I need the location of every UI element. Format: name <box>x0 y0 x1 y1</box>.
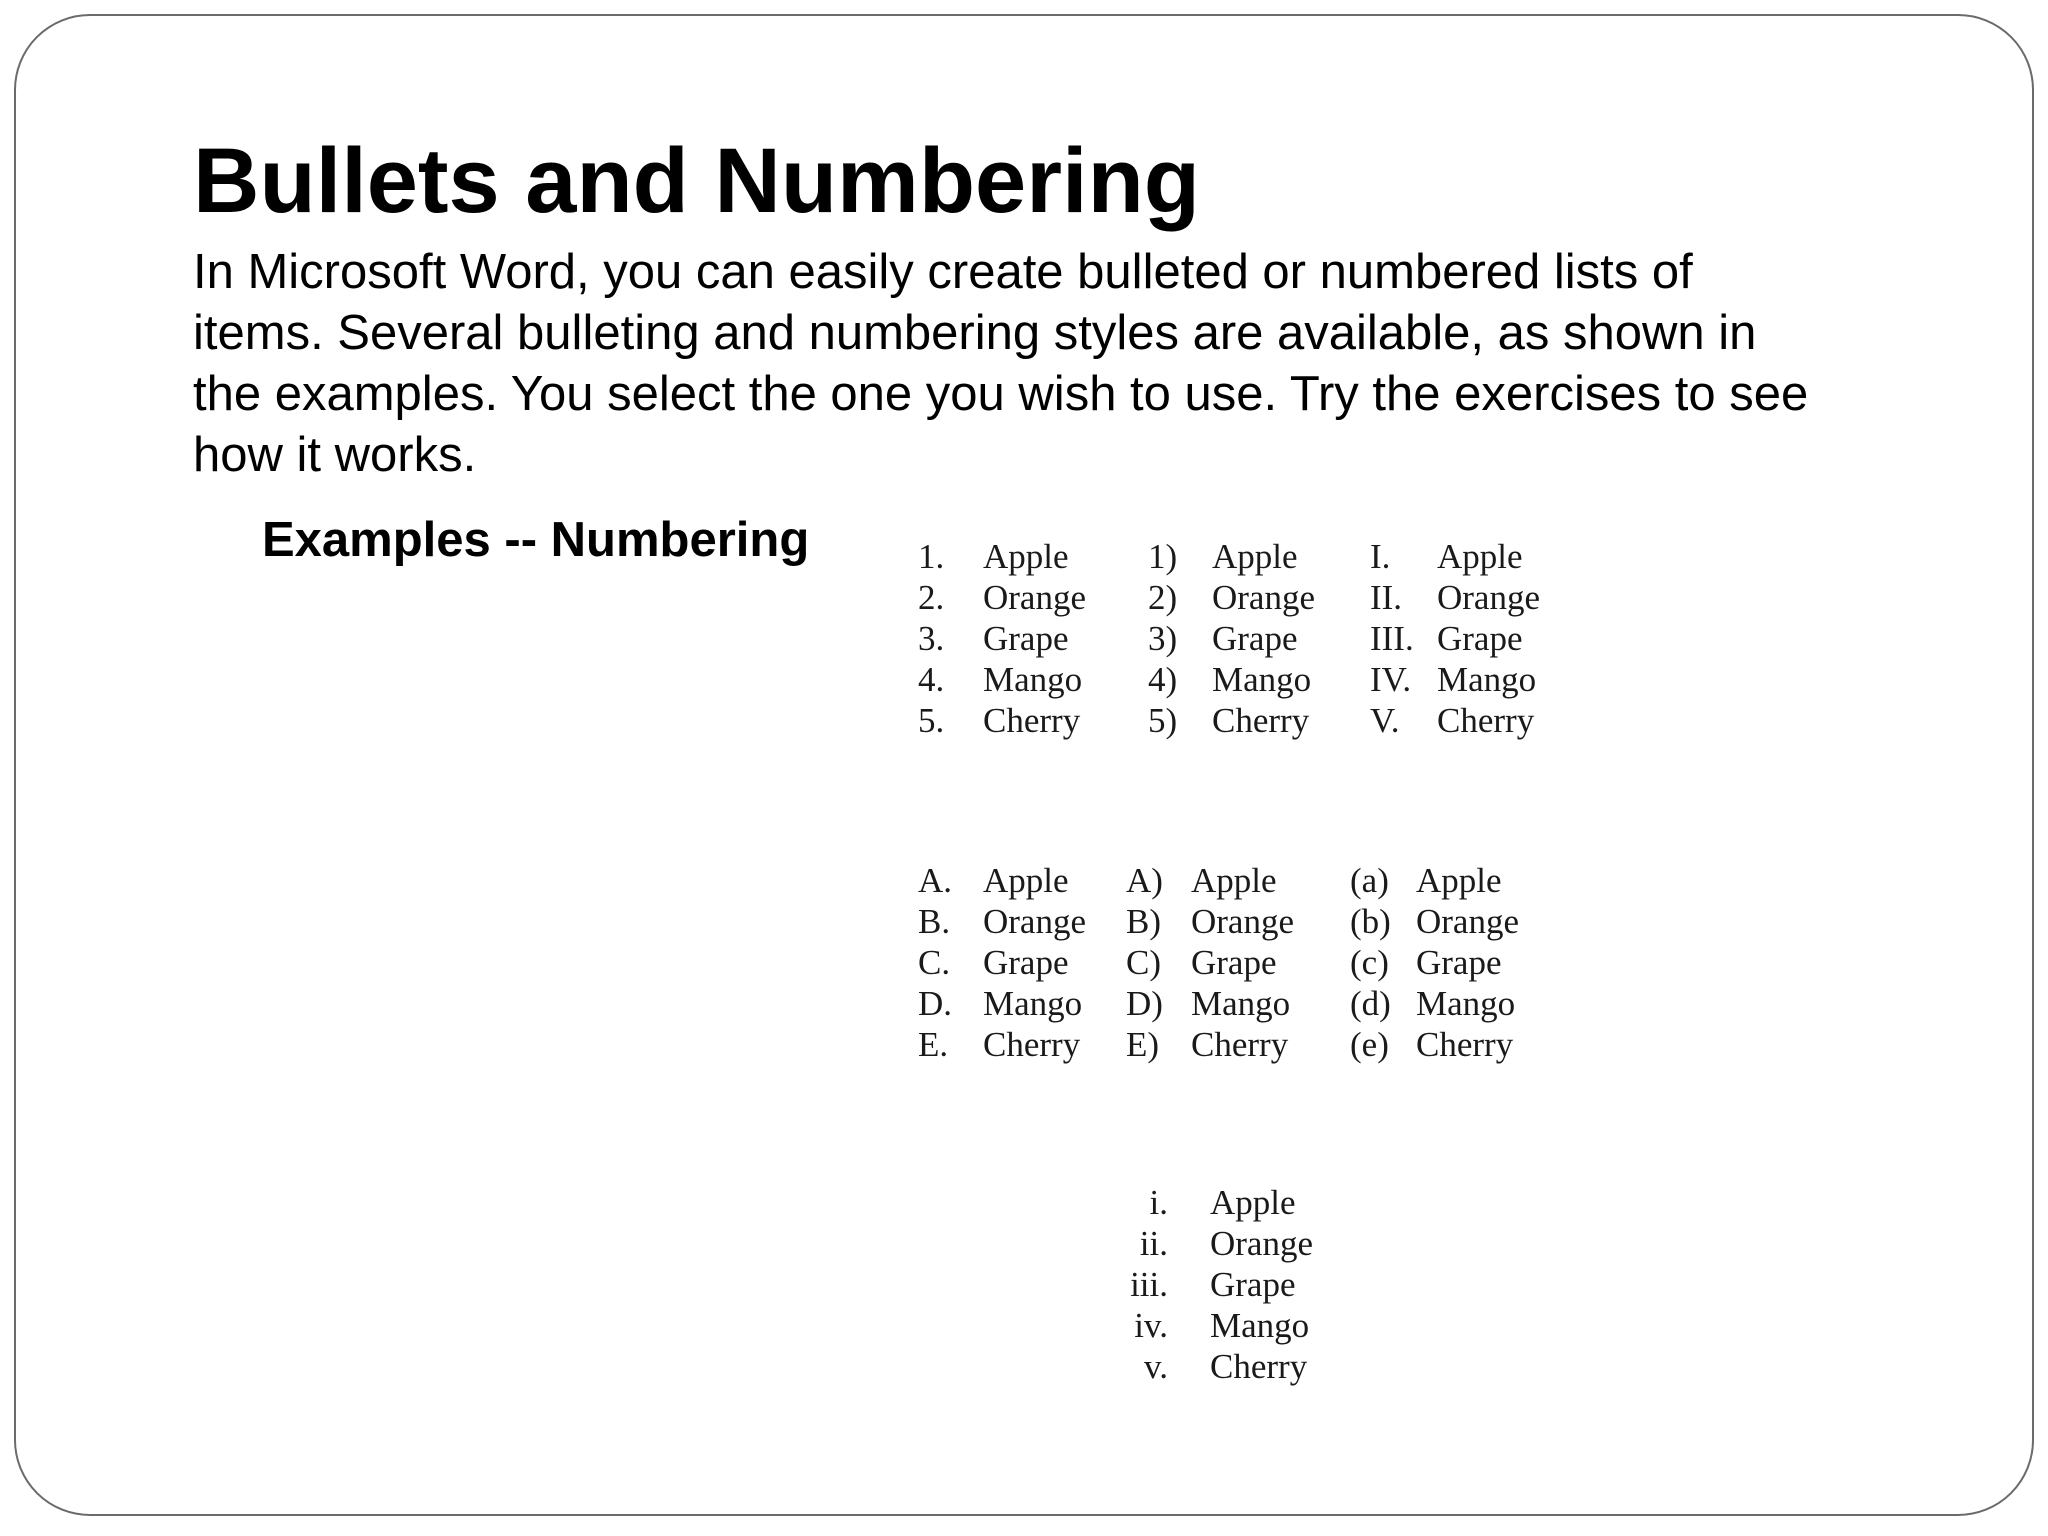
list-item <box>1112 1223 1313 1264</box>
list-item-text: Cherry <box>1212 701 1310 740</box>
list-item <box>1148 659 1315 700</box>
list-marker: (a) <box>1350 861 1389 900</box>
list-item-text: Apple <box>1191 861 1277 900</box>
list-item-text: Grape <box>1191 943 1277 982</box>
list-marker: (c) <box>1350 943 1389 982</box>
list-item <box>1148 700 1315 741</box>
list-item-text: Mango <box>983 660 1083 699</box>
list-item-text: Orange <box>1416 902 1520 941</box>
list-marker: III. <box>1370 619 1414 658</box>
list-item <box>1370 618 1540 659</box>
list-item-text: Apple <box>1437 537 1523 576</box>
numbered-list-alpha-upper-period <box>918 860 1086 1065</box>
list-item <box>918 1024 1086 1065</box>
list-item <box>1350 860 1519 901</box>
list-item <box>1350 901 1519 942</box>
list-item <box>1126 942 1294 983</box>
list-item-text: Cherry <box>1191 1025 1289 1064</box>
list-item-text: Mango <box>1210 1306 1310 1345</box>
list-item-text: Grape <box>1210 1265 1296 1304</box>
slide-title: Bullets and Numbering <box>193 130 1200 232</box>
list-item-text: Grape <box>1437 619 1523 658</box>
list-marker: A. <box>918 861 953 900</box>
list-item-text: Grape <box>983 619 1069 658</box>
list-item <box>1126 901 1294 942</box>
list-item-text: Mango <box>1437 660 1537 699</box>
list-item-text: Orange <box>1191 902 1295 941</box>
list-item-text: Apple <box>983 537 1069 576</box>
list-item-text: Cherry <box>1210 1347 1308 1386</box>
examples-label: Examples -- Numbering <box>262 513 810 567</box>
list-marker: V. <box>1370 701 1400 740</box>
list-marker: v. <box>1144 1347 1168 1386</box>
list-item <box>918 942 1086 983</box>
list-item <box>1112 1264 1313 1305</box>
list-marker: II. <box>1370 578 1403 617</box>
list-item-text: Orange <box>1437 578 1541 617</box>
list-marker: E) <box>1126 1025 1160 1064</box>
list-item-text: Mango <box>1191 984 1291 1023</box>
list-item <box>918 577 1086 618</box>
list-item <box>1370 700 1540 741</box>
numbered-list-arabic-paren <box>1148 536 1315 741</box>
list-item-text: Cherry <box>983 701 1081 740</box>
list-item <box>1370 536 1540 577</box>
list-marker: 4. <box>918 660 945 699</box>
list-marker: D) <box>1126 984 1163 1023</box>
list-item <box>918 618 1086 659</box>
list-item <box>918 536 1086 577</box>
numbered-list-arabic-period <box>918 536 1086 741</box>
list-marker: I. <box>1370 537 1391 576</box>
list-item <box>1350 983 1519 1024</box>
list-item <box>918 700 1086 741</box>
numbered-list-alpha-lower-parens <box>1350 860 1519 1065</box>
list-item <box>918 659 1086 700</box>
list-item <box>1126 1024 1294 1065</box>
list-marker: 3. <box>918 619 945 658</box>
list-marker: 5) <box>1148 701 1178 740</box>
list-item-text: Mango <box>1212 660 1312 699</box>
list-item <box>1148 618 1315 659</box>
list-marker: 2. <box>918 578 945 617</box>
list-item <box>1112 1182 1313 1223</box>
numbered-list-alpha-upper-paren <box>1126 860 1294 1065</box>
list-item-text: Apple <box>983 861 1069 900</box>
list-marker: 4) <box>1148 660 1178 699</box>
list-marker: B) <box>1126 902 1161 941</box>
list-item-text: Mango <box>983 984 1083 1023</box>
numbered-list-roman-lower <box>1112 1182 1313 1387</box>
list-item-text: Cherry <box>1437 701 1535 740</box>
list-marker: 3) <box>1148 619 1178 658</box>
list-item-text: Mango <box>1416 984 1516 1023</box>
list-marker: (e) <box>1350 1025 1389 1064</box>
list-item-text: Cherry <box>1416 1025 1514 1064</box>
list-marker: 1) <box>1148 537 1178 576</box>
list-item-text: Orange <box>1212 578 1316 617</box>
list-marker: ii. <box>1139 1224 1168 1263</box>
list-item-text: Grape <box>1416 943 1502 982</box>
list-item-text: Cherry <box>983 1025 1081 1064</box>
list-item <box>918 901 1086 942</box>
list-item <box>1148 577 1315 618</box>
list-marker: 5. <box>918 701 945 740</box>
list-marker: iii. <box>1130 1265 1168 1304</box>
list-item-text: Grape <box>1212 619 1298 658</box>
intro-paragraph: In Microsoft Word, you can easily create bulleted or numbered lists of items. Several bulleting and numbering styles are available, as shown in the examples. You select the one you wish to use. Try the exercises to see how it works. <box>193 245 1809 482</box>
list-marker: B. <box>918 902 951 941</box>
list-item <box>918 860 1086 901</box>
list-item-text: Apple <box>1212 537 1298 576</box>
list-marker: C) <box>1126 943 1161 982</box>
list-item <box>1370 577 1540 618</box>
numbered-list-roman-upper <box>1370 536 1540 741</box>
list-marker: E. <box>918 1025 949 1064</box>
list-marker: D. <box>918 984 953 1023</box>
list-marker: (d) <box>1350 984 1391 1023</box>
list-item <box>1350 942 1519 983</box>
list-marker: 2) <box>1148 578 1178 617</box>
list-item <box>918 983 1086 1024</box>
list-item <box>1370 659 1540 700</box>
list-marker: 1. <box>918 537 945 576</box>
slide-frame <box>14 14 2034 1516</box>
list-item <box>1112 1305 1313 1346</box>
list-item <box>1126 860 1294 901</box>
list-marker: i. <box>1149 1183 1168 1222</box>
list-item-text: Apple <box>1210 1183 1296 1222</box>
list-item-text: Orange <box>1210 1224 1314 1263</box>
list-item-text: Grape <box>983 943 1069 982</box>
list-item <box>1112 1346 1313 1387</box>
list-marker: A) <box>1126 861 1163 900</box>
list-item-text: Apple <box>1416 861 1502 900</box>
list-marker: (b) <box>1350 902 1391 941</box>
list-item <box>1126 983 1294 1024</box>
list-item-text: Orange <box>983 578 1087 617</box>
list-item-text: Orange <box>983 902 1087 941</box>
list-marker: C. <box>918 943 951 982</box>
list-marker: iv. <box>1134 1306 1168 1345</box>
list-item <box>1148 536 1315 577</box>
list-marker: IV. <box>1370 660 1412 699</box>
list-item <box>1350 1024 1519 1065</box>
